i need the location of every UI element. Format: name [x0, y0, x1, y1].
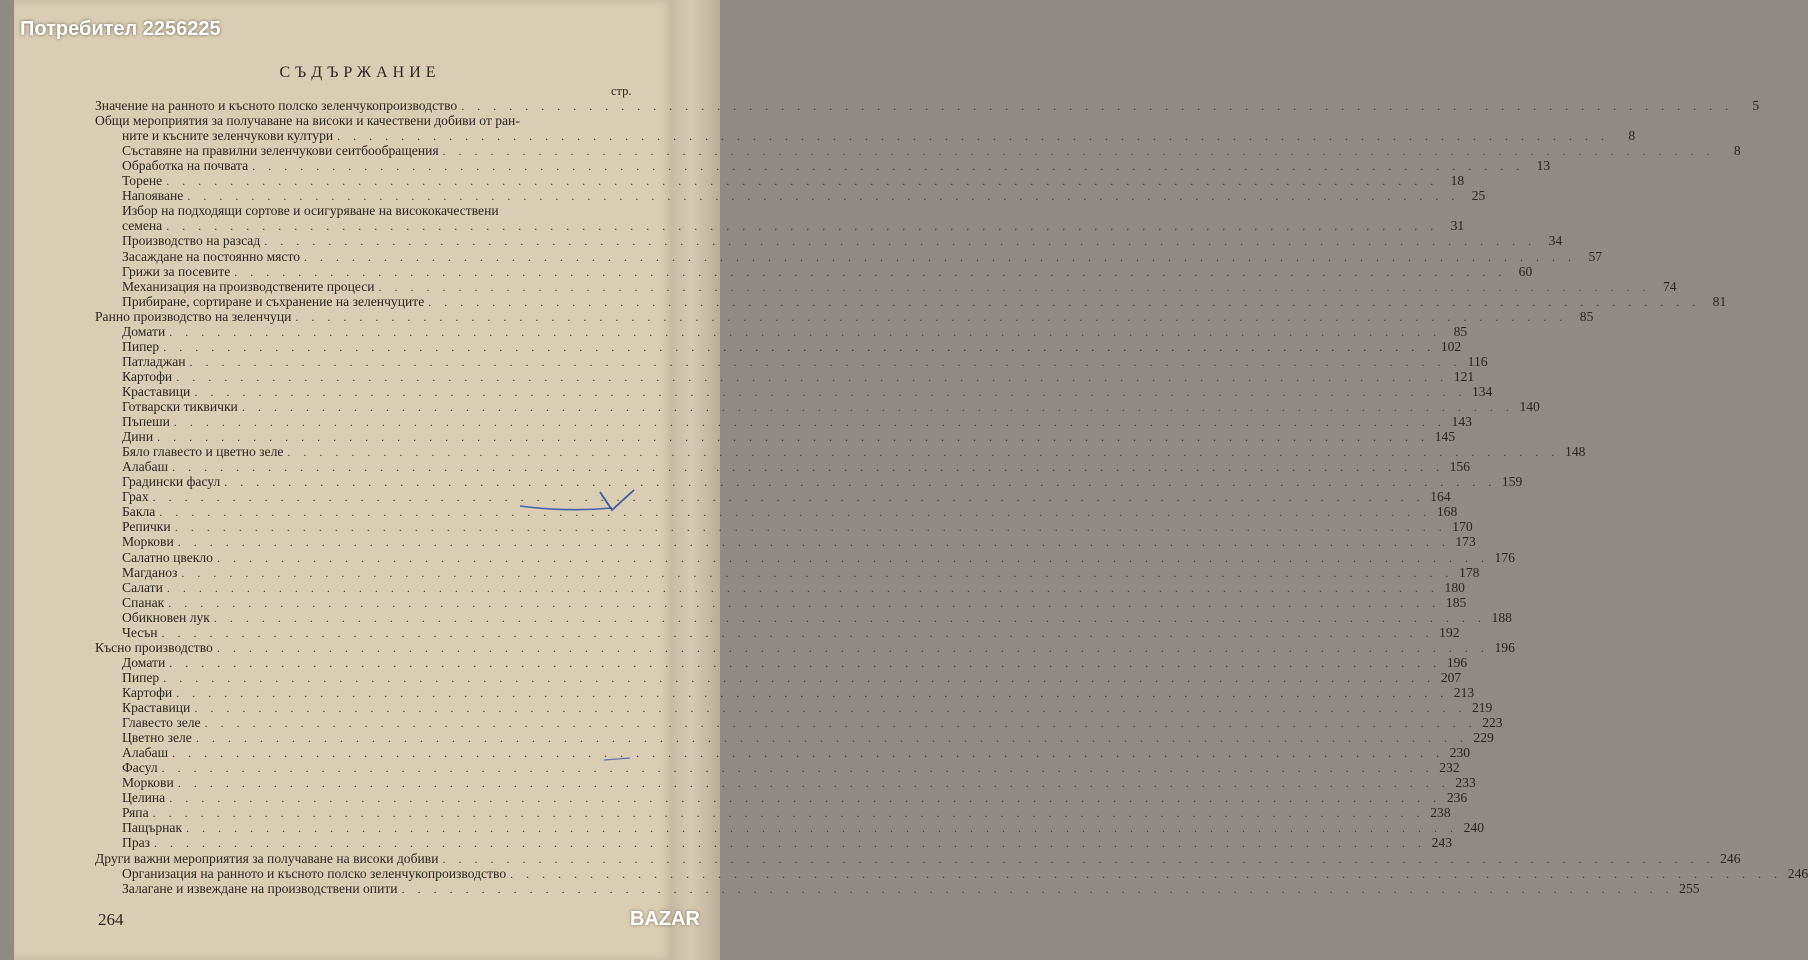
toc-entry-title: Алабаш — [122, 745, 169, 761]
toc-entry-page: 85 — [1453, 323, 1468, 339]
dot-leader: . . . . . . . . . . . . . . . . . . . . . . . . . . . . . . . . . . . . . . . . . . . . . . . . . . . . . . . . . . . . . . . . . . . . . . . . . . . . . . . . — [172, 746, 1445, 761]
toc-entry-title: Салати — [122, 579, 163, 595]
toc-entry-page: 255 — [1679, 880, 1700, 896]
dot-leader: . . . . . . . . . . . . . . . . . . . . . . . . . . . . . . . . . . . . . . . . . . . . . . . . . . . . . . . . . . . . . . . . . . . . . . . . . . . . . . . . — [177, 776, 1450, 791]
toc-entry-title: Готварски тиквички — [122, 399, 238, 414]
toc-entry-page: 164 — [1430, 489, 1451, 505]
toc-entry-title: Спанак — [122, 594, 165, 610]
toc-entry — [122, 143, 1741, 159]
toc-entry — [122, 248, 1603, 265]
toc-entry-page: 192 — [1439, 624, 1460, 640]
toc-entry-title: Репички — [122, 519, 171, 535]
toc-entry-title: Пипер — [122, 669, 160, 685]
toc-entry: Общи мероприятия за получаване на високи и качествени добиви от ран- — [95, 113, 520, 129]
user-watermark: Потребител 2256225 — [20, 18, 221, 40]
toc-entry-title: ните и късните зеленчукови култури — [122, 128, 334, 144]
toc-entry-title: Салатно цвекло — [122, 549, 213, 565]
dot-leader: . . . . . . . . . . . . . . . . . . . . . . . . . . . . . . . . . . . . . . . . . . . . . . . . . . . . . . . . . . . . . . . . . . . . . . . . . . . . . . . . — [213, 610, 1486, 625]
dot-leader: . . . . . . . . . . . . . . . . . . . . . . . . . . . . . . . . . . . . . . . . . . . . . . . . . . . . . . . . . . . . . . . . . . . . . . . . . . . . . . . . — [161, 625, 1434, 640]
toc-entry-page: 31 — [1450, 218, 1465, 234]
toc-entry — [122, 218, 1465, 234]
toc-entry-title: Значение на ранното и късното полско зеленчукопроизводство — [95, 98, 458, 113]
toc-entry-title: Механизация на производствените процеси — [122, 278, 375, 294]
toc-entry — [122, 293, 1727, 310]
toc-entry-title: Организация на ранното и късното полско зеленчукопроизводство — [122, 865, 507, 881]
dot-leader: . . . . . . . . . . . . . . . . . . . . . . . . . . . . . . . . . . . . . . . . . . . . . . . . . . . . . . . . . . . . . . . . . . . . . . . . . . . . . . . . — [177, 535, 1450, 550]
dot-leader: . . . . . . . . . . . . . . . . . . . . . . . . . . . . . . . . . . . . . . . . . . . . . . . . . . . . . . . . . . . . . . . . . . . . . . . . . . . . . . . . — [224, 475, 1497, 490]
dot-leader: . . . . . . . . . . . . . . . . . . . . . . . . . . . . . . . . . . . . . . . . . . . . . . . . . . . . . . . . . . . . . . . . . . . . . . . . . . . . . . . . — [194, 384, 1467, 399]
toc-entry — [122, 654, 1468, 671]
toc-entry-page: 246 — [1720, 850, 1741, 866]
toc-entry-page: 18 — [1450, 173, 1465, 189]
page-number: 264 — [98, 910, 124, 929]
toc-entry-page: 121 — [1453, 368, 1475, 384]
toc-entry-title: Прибиране, сортиране и съхранение на зеленчуците — [122, 293, 425, 309]
toc-entry-title: Ряпа — [122, 805, 149, 821]
toc-entry — [122, 880, 1700, 897]
toc-entry-page: 145 — [1434, 429, 1456, 445]
dot-leader: . . . . . . . . . . . . . . . . . . . . . . . . . . . . . . . . . . . . . . . . . . . . . . . . . . . . . . . . . . . . . . . . . . . . . . . . . . . . . . . . — [176, 685, 1449, 700]
toc-entry-title: Патладжан — [122, 353, 186, 369]
dot-leader: . . . . . . . . . . . . . . . . . . . . . . . . . . . . . . . . . . . . . . . . . . . . . . . . . . . . . . . . . . . . . . . . . . . . . . . . . . . . . . . . — [252, 159, 1525, 174]
dot-leader: . . . . . . . . . . . . . . . . . . . . . . . . . . . . . . . . . . . . . . . . . . . . . . . . . . . . . . . . . . . . . . . . . . . . . . . . . . . . . . . . — [234, 264, 1507, 279]
toc-entry — [122, 865, 1808, 882]
toc-entry-page: 240 — [1463, 820, 1485, 836]
toc-entry-page: 185 — [1445, 594, 1467, 610]
toc-entry-title: Домати — [122, 323, 166, 339]
toc-entry-page: 176 — [1494, 549, 1515, 565]
toc-entry-page: 8 — [1733, 143, 1741, 159]
toc-entry-title: Домати — [122, 654, 166, 670]
toc-entry: Избор на подходящи сортове и осигуряване на висококачествени — [122, 203, 499, 219]
toc-entry — [122, 128, 1636, 144]
page-title: СЪДЪРЖАНИЕ — [279, 64, 441, 81]
dot-leader: . . . . . . . . . . . . . . . . . . . . . . . . . . . . . . . . . . . . . . . . . . . . . . . . . . . . . . . . . . . . . . . . . . . . . . . . . . . . . . . . — [401, 881, 1674, 896]
toc-entry-title: Бяло главесто и цветно зеле — [122, 444, 284, 460]
dot-leader: . . . . . . . . . . . . . . . . . . . . . . . . . . . . . . . . . . . . . . . . . . . . . . . . . . . . . . . . . . . . . . . . . . . . . . . . . . . . . . . . — [166, 580, 1439, 595]
toc-entry — [122, 760, 1460, 776]
toc-entry-title: Градински фасул — [122, 474, 221, 490]
toc-entry — [122, 489, 1451, 505]
toc-entry — [122, 820, 1485, 836]
toc-entry — [122, 368, 1475, 385]
toc-entry-title: Ранно производство на зеленчуци — [95, 308, 292, 324]
dot-leader: . . . . . . . . . . . . . . . . . . . . . . . . . . . . . . . . . . . . . . . . . . . . . . . . . . . . . . . . . . . . . . . . . . . . . . . . . . . . . . . . — [442, 851, 1715, 866]
toc-entry-page: 85 — [1579, 308, 1594, 324]
toc-entry-page: 57 — [1588, 248, 1603, 264]
toc-entry-page: 81 — [1712, 293, 1727, 309]
dot-leader: . . . . . . . . . . . . . . . . . . . . . . . . . . . . . . . . . . . . . . . . . . . . . . . . . . . . . . . . . . . . . . . . . . . . . . . . . . . . . . . . — [216, 640, 1489, 655]
dot-leader: . . . . . . . . . . . . . . . . . . . . . . . . . . . . . . . . . . . . . . . . . . . . . . . . . . . . . . . . . . . . . . . . . . . . . . . . . . . . . . . . — [174, 520, 1447, 535]
toc-entry-title: Обработка на почвата — [122, 158, 249, 174]
toc-entry-page: 188 — [1491, 609, 1512, 625]
dot-leader: . . . . . . . . . . . . . . . . . . . . . . . . . . . . . . . . . . . . . . . . . . . . . . . . . . . . . . . . . . . . . . . . . . . . . . . . . . . . . . . . — [169, 655, 1442, 670]
toc-entry-page: 243 — [1431, 835, 1453, 851]
toc-entry-title: Грижи за посевите — [122, 263, 231, 279]
toc-entry-page: 156 — [1449, 459, 1471, 475]
toc-entry-page: 116 — [1467, 353, 1488, 369]
dot-leader: . . . . . . . . . . . . . . . . . . . . . . . . . . . . . . . . . . . . . . . . . . . . . . . . . . . . . . . . . . . . . . . . . . . . . . . . . . . . . . . . — [187, 189, 1460, 204]
toc-entry — [122, 504, 1458, 520]
toc-entry — [122, 579, 1465, 596]
toc-entry-page: 168 — [1436, 504, 1458, 520]
toc-entry-page: 233 — [1455, 775, 1476, 791]
toc-entry — [95, 850, 1741, 867]
toc-entry — [95, 639, 1515, 656]
toc-entry-title: семена — [122, 218, 163, 234]
toc-entry-title: Краставици — [122, 700, 191, 715]
toc-entry — [122, 564, 1480, 581]
toc-entry — [122, 594, 1467, 611]
toc-entry-title: Късно производство — [95, 639, 213, 655]
toc-entry — [122, 684, 1475, 701]
toc-entry-title: Фасул — [122, 760, 158, 776]
toc-entry — [122, 414, 1472, 430]
toc-entry-title: Главесто зеле — [122, 715, 201, 731]
dot-leader: . . . . . . . . . . . . . . . . . . . . . . . . . . . . . . . . . . . . . . . . . . . . . . . . . . . . . . . . . . . . . . . . . . . . . . . . . . . . . . . . — [195, 731, 1468, 746]
bazar-logo: BAZAR — [630, 908, 700, 930]
toc-entry — [122, 459, 1471, 475]
toc-entry — [122, 158, 1551, 174]
toc-entry — [122, 775, 1476, 791]
toc-entry-page: 178 — [1459, 564, 1480, 580]
toc-entry-title: Моркови — [122, 534, 174, 550]
dot-leader: . . . . . . . . . . . . . . . . . . . . . . . . . . . . . . . . . . . . . . . . . . . . . . . . . . . . . . . . . . . . . . . . . . . . . . . . . . . . . . . . — [264, 234, 1537, 249]
toc-entry-page: 148 — [1565, 444, 1586, 460]
toc-entry-page: 25 — [1471, 188, 1486, 204]
toc-entry-title: Чесън — [122, 624, 158, 640]
dot-leader: . . . . . . . . . . . . . . . . . . . . . . . . . . . . . . . . . . . . . . . . . . . . . . . . . . . . . . . . . . . . . . . . . . . . . . . . . . . . . . . . — [442, 144, 1715, 159]
dot-leader: . . . . . . . . . . . . . . . . . . . . . . . . . . . . . . . . . . . . . . . . . . . . . . . . . . . . . . . . . . . . . . . . . . . . . . . . . . . . . . . . — [378, 279, 1651, 294]
dot-leader: . . . . . . . . . . . . . . . . . . . . . . . . . . . . . . . . . . . . . . . . . . . . . . . . . . . . . . . . . . . . . . . . . . . . . . . . . . . . . . . . — [186, 821, 1459, 836]
toc-entry — [122, 444, 1586, 460]
toc-entry — [122, 700, 1493, 716]
toc-entry-page: 74 — [1662, 278, 1677, 294]
dot-leader: . . . . . . . . . . . . . . . . . . . . . . . . . . . . . . . . . . . . . . . . . . . . . . . . . . . . . . . . . . . . . . . . . . . . . . . . . . . . . . . . — [163, 339, 1436, 354]
toc-entry — [122, 730, 1494, 746]
toc-entry — [122, 745, 1471, 761]
toc-entry — [122, 233, 1563, 249]
toc-entry — [122, 835, 1453, 851]
toc-entry-page: 102 — [1440, 338, 1462, 354]
toc-entry-page: 246 — [1787, 865, 1808, 881]
toc-entry-title: Алабаш — [122, 459, 169, 475]
toc-entry-title: Пипер — [122, 338, 160, 354]
dot-leader: . . . . . . . . . . . . . . . . . . . . . . . . . . . . . . . . . . . . . . . . . . . . . . . . . . . . . . . . . . . . . . . . . . . . . . . . . . . . . . . . — [152, 490, 1425, 505]
dot-leader: . . . . . . . . . . . . . . . . . . . . . . . . . . . . . . . . . . . . . . . . . . . . . . . . . . . . . . . . . . . . . . . . . . . . . . . . . . . . . . . . — [163, 670, 1436, 685]
toc-entry-title: Други важни мероприятия за получаване на високи добиви — [95, 850, 439, 866]
dot-leader: . . . . . . . . . . . . . . . . . . . . . . . . . . . . . . . . . . . . . . . . . . . . . . . . . . . . . . . . . . . . . . . . . . . . . . . . . . . . . . . . — [172, 460, 1445, 475]
toc-entry — [122, 429, 1456, 445]
toc-entry — [122, 399, 1540, 415]
toc-entry-title: Картофи — [122, 684, 173, 700]
dot-leader: . . . . . . . . . . . . . . . . . . . . . . . . . . . . . . . . . . . . . . . . . . . . . . . . . . . . . . . . . . . . . . . . . . . . . . . . . . . . . . . . — [166, 219, 1439, 234]
dot-leader: . . . . . . . . . . . . . . . . . . . . . . . . . . . . . . . . . . . . . . . . . . . . . . . . . . . . . . . . . . . . . . . . . . . . . . . . . . . . . . . . — [428, 294, 1701, 309]
toc-entry-page: 238 — [1430, 805, 1451, 821]
toc-entry-title: Грах — [122, 489, 149, 505]
toc-entry-title: Засаждане на постоянно място — [122, 248, 301, 264]
toc-entry-title: Дини — [122, 429, 154, 445]
toc-entry — [122, 624, 1460, 641]
page-column-label: стр. — [611, 84, 632, 98]
dot-leader: . . . . . . . . . . . . . . . . . . . . . . . . . . . . . . . . . . . . . . . . . . . . . . . . . . . . . . . . . . . . . . . . . . . . . . . . . . . . . . . . — [173, 415, 1446, 430]
dot-leader: . . . . . . . . . . . . . . . . . . . . . . . . . . . . . . . . . . . . . . . . . . . . . . . . . . . . . . . . . . . . . . . . . . . . . . . . . . . . . . . . — [337, 129, 1610, 144]
dot-leader: . . . . . . . . . . . . . . . . . . . . . . . . . . . . . . . . . . . . . . . . . . . . . . . . . . . . . . . . . . . . . . . . . . . . . . . . . . . . . . . . — [169, 791, 1442, 806]
toc-entry — [122, 353, 1488, 370]
toc-entry-title: Торене — [122, 173, 163, 189]
dot-leader: . . . . . . . . . . . . . . . . . . . . . . . . . . . . . . . . . . . . . . . . . . . . . . . . . . . . . . . . . . . . . . . . . . . . . . . . . . . . . . . . — [157, 430, 1430, 445]
toc-entry — [122, 805, 1451, 821]
toc-entry-title: Съставяне на правилни зеленчукови сеитбообращения — [122, 143, 439, 159]
toc-entry-page: 180 — [1444, 579, 1465, 595]
toc-entry — [122, 338, 1462, 355]
dot-leader: . . . . . . . . . . . . . . . . . . . . . . . . . . . . . . . . . . . . . . . . . . . . . . . . . . . . . . . . . . . . . . . . . . . . . . . . . . . . . . . . — [169, 324, 1442, 339]
toc-entry — [122, 263, 1533, 280]
dot-leader: . . . . . . . . . . . . . . . . . . . . . . . . . . . . . . . . . . . . . . . . . . . . . . . . . . . . . . . . . . . . . . . . . . . . . . . . . . . . . . . . — [189, 354, 1462, 369]
dot-leader: . . . . . . . . . . . . . . . . . . . . . . . . . . . . . . . . . . . . . . . . . . . . . . . . . . . . . . . . . . . . . . . . . . . . . . . . . . . . . . . . — [461, 99, 1734, 113]
toc-entry-page: 170 — [1452, 519, 1473, 535]
toc-entry-page: 223 — [1482, 715, 1503, 731]
toc-entry-page: 140 — [1519, 399, 1540, 414]
dot-leader: . . . . . . . . . . . . . . . . . . . . . . . . . . . . . . . . . . . . . . . . . . . . . . . . . . . . . . . . . . . . . . . . . . . . . . . . . . . . . . . . — [152, 806, 1425, 821]
toc-entry-title: Целина — [122, 790, 166, 806]
toc-entry-page: 60 — [1518, 263, 1533, 279]
dot-leader: . . . . . . . . . . . . . . . . . . . . . . . . . . . . . . . . . . . . . . . . . . . . . . . . . . . . . . . . . . . . . . . . . . . . . . . . . . . . . . . . — [216, 550, 1489, 565]
toc-entry-title: Обикновен лук — [122, 609, 210, 625]
dot-leader: . . . . . . . . . . . . . . . . . . . . . . . . . . . . . . . . . . . . . . . . . . . . . . . . . . . . . . . . . . . . . . . . . . . . . . . . . . . . . . . . — [241, 400, 1514, 414]
toc-entry — [122, 519, 1473, 535]
toc-entry-page: 5 — [1752, 98, 1760, 113]
toc-entry-title: Пъпеши — [122, 414, 170, 430]
toc-entry-page: 134 — [1471, 383, 1493, 399]
toc-entry-title: Бакла — [122, 504, 156, 520]
dot-leader: . . . . . . . . . . . . . . . . . . . . . . . . . . . . . . . . . . . . . . . . . . . . . . . . . . . . . . . . . . . . . . . . . . . . . . . . . . . . . . . . — [287, 445, 1560, 460]
toc-entry — [122, 609, 1512, 626]
toc-entry-page: 173 — [1455, 534, 1476, 550]
toc-entry — [122, 715, 1503, 731]
dot-leader: . . . . . . . . . . . . . . . . . . . . . . . . . . . . . . . . . . . . . . . . . . . . . . . . . . . . . . . . . . . . . . . . . . . . . . . . . . . . . . . . — [154, 836, 1427, 851]
toc-entry-title: Моркови — [122, 775, 174, 791]
toc-entry-title: Пащърнак — [122, 820, 183, 836]
toc-entry — [122, 534, 1476, 550]
toc-entry-title: Магданоз — [122, 564, 178, 580]
toc-entry-page: 213 — [1453, 684, 1475, 700]
toc-entry-title: Цветно зеле — [122, 730, 192, 746]
toc-entry-page: 207 — [1440, 669, 1462, 685]
toc-entry-title: Залагане и извеждане на производствени опити — [122, 880, 398, 896]
toc-entry-page: 230 — [1449, 745, 1471, 761]
dot-leader: . . . . . . . . . . . . . . . . . . . . . . . . . . . . . . . . . . . . . . . . . . . . . . . . . . . . . . . . . . . . . . . . . . . . . . . . . . . . . . . . — [168, 595, 1441, 610]
toc-entry-page: 159 — [1501, 474, 1523, 490]
toc-entry-page: 236 — [1446, 790, 1468, 806]
toc-entry — [95, 308, 1594, 325]
toc-entry — [122, 173, 1465, 189]
toc-entry — [122, 383, 1493, 400]
toc-entry — [95, 98, 1760, 114]
toc-entry-page: 13 — [1536, 158, 1551, 174]
toc-entry-page: 143 — [1451, 414, 1472, 430]
toc-entry-title: Праз — [122, 835, 151, 851]
toc-entry-page: 34 — [1548, 233, 1563, 249]
dot-leader: . . . . . . . . . . . . . . . . . . . . . . . . . . . . . . . . . . . . . . . . . . . . . . . . . . . . . . . . . . . . . . . . . . . . . . . . . . . . . . . . — [304, 249, 1577, 264]
dot-leader: . . . . . . . . . . . . . . . . . . . . . . . . . . . . . . . . . . . . . . . . . . . . . . . . . . . . . . . . . . . . . . . . . . . . . . . . . . . . . . . . — [176, 369, 1449, 384]
toc-entry-title: Напояване — [122, 188, 184, 204]
toc-entry — [122, 474, 1523, 490]
toc-entry — [122, 669, 1462, 686]
toc-entry-page: 8 — [1628, 128, 1636, 144]
toc-entry — [122, 188, 1486, 204]
toc-entry-page: 232 — [1439, 760, 1460, 776]
dot-leader: . . . . . . . . . . . . . . . . . . . . . . . . . . . . . . . . . . . . . . . . . . . . . . . . . . . . . . . . . . . . . . . . . . . . . . . . . . . . . . . . — [166, 174, 1439, 189]
toc-entry-title: Производство на разсад — [122, 233, 261, 249]
dot-leader: . . . . . . . . . . . . . . . . . . . . . . . . . . . . . . . . . . . . . . . . . . . . . . . . . . . . . . . . . . . . . . . . . . . . . . . . . . . . . . . . — [510, 866, 1783, 881]
dot-leader: . . . . . . . . . . . . . . . . . . . . . . . . . . . . . . . . . . . . . . . . . . . . . . . . . . . . . . . . . . . . . . . . . . . . . . . . . . . . . . . . — [181, 565, 1454, 580]
toc-entry-title: Краставици — [122, 383, 191, 399]
toc-entry-page: 219 — [1471, 700, 1493, 715]
dot-leader: . . . . . . . . . . . . . . . . . . . . . . . . . . . . . . . . . . . . . . . . . . . . . . . . . . . . . . . . . . . . . . . . . . . . . . . . . . . . . . . . — [161, 761, 1434, 776]
toc-entry — [122, 323, 1468, 340]
dot-leader: . . . . . . . . . . . . . . . . . . . . . . . . . . . . . . . . . . . . . . . . . . . . . . . . . . . . . . . . . . . . . . . . . . . . . . . . . . . . . . . . — [204, 716, 1477, 731]
toc-entry-title: Картофи — [122, 368, 173, 384]
dot-leader: . . . . . . . . . . . . . . . . . . . . . . . . . . . . . . . . . . . . . . . . . . . . . . . . . . . . . . . . . . . . . . . . . . . . . . . . . . . . . . . . — [295, 309, 1568, 324]
dot-leader: . . . . . . . . . . . . . . . . . . . . . . . . . . . . . . . . . . . . . . . . . . . . . . . . . . . . . . . . . . . . . . . . . . . . . . . . . . . . . . . . — [194, 701, 1467, 715]
toc-entry — [122, 790, 1468, 806]
toc-entry-page: 196 — [1494, 639, 1515, 655]
dot-leader: . . . . . . . . . . . . . . . . . . . . . . . . . . . . . . . . . . . . . . . . . . . . . . . . . . . . . . . . . . . . . . . . . . . . . . . . . . . . . . . . — [159, 505, 1432, 520]
toc-entry — [122, 549, 1515, 566]
toc-entry-page: 196 — [1446, 654, 1468, 670]
toc-entry — [122, 278, 1677, 295]
toc-entry-page: 229 — [1473, 730, 1494, 746]
